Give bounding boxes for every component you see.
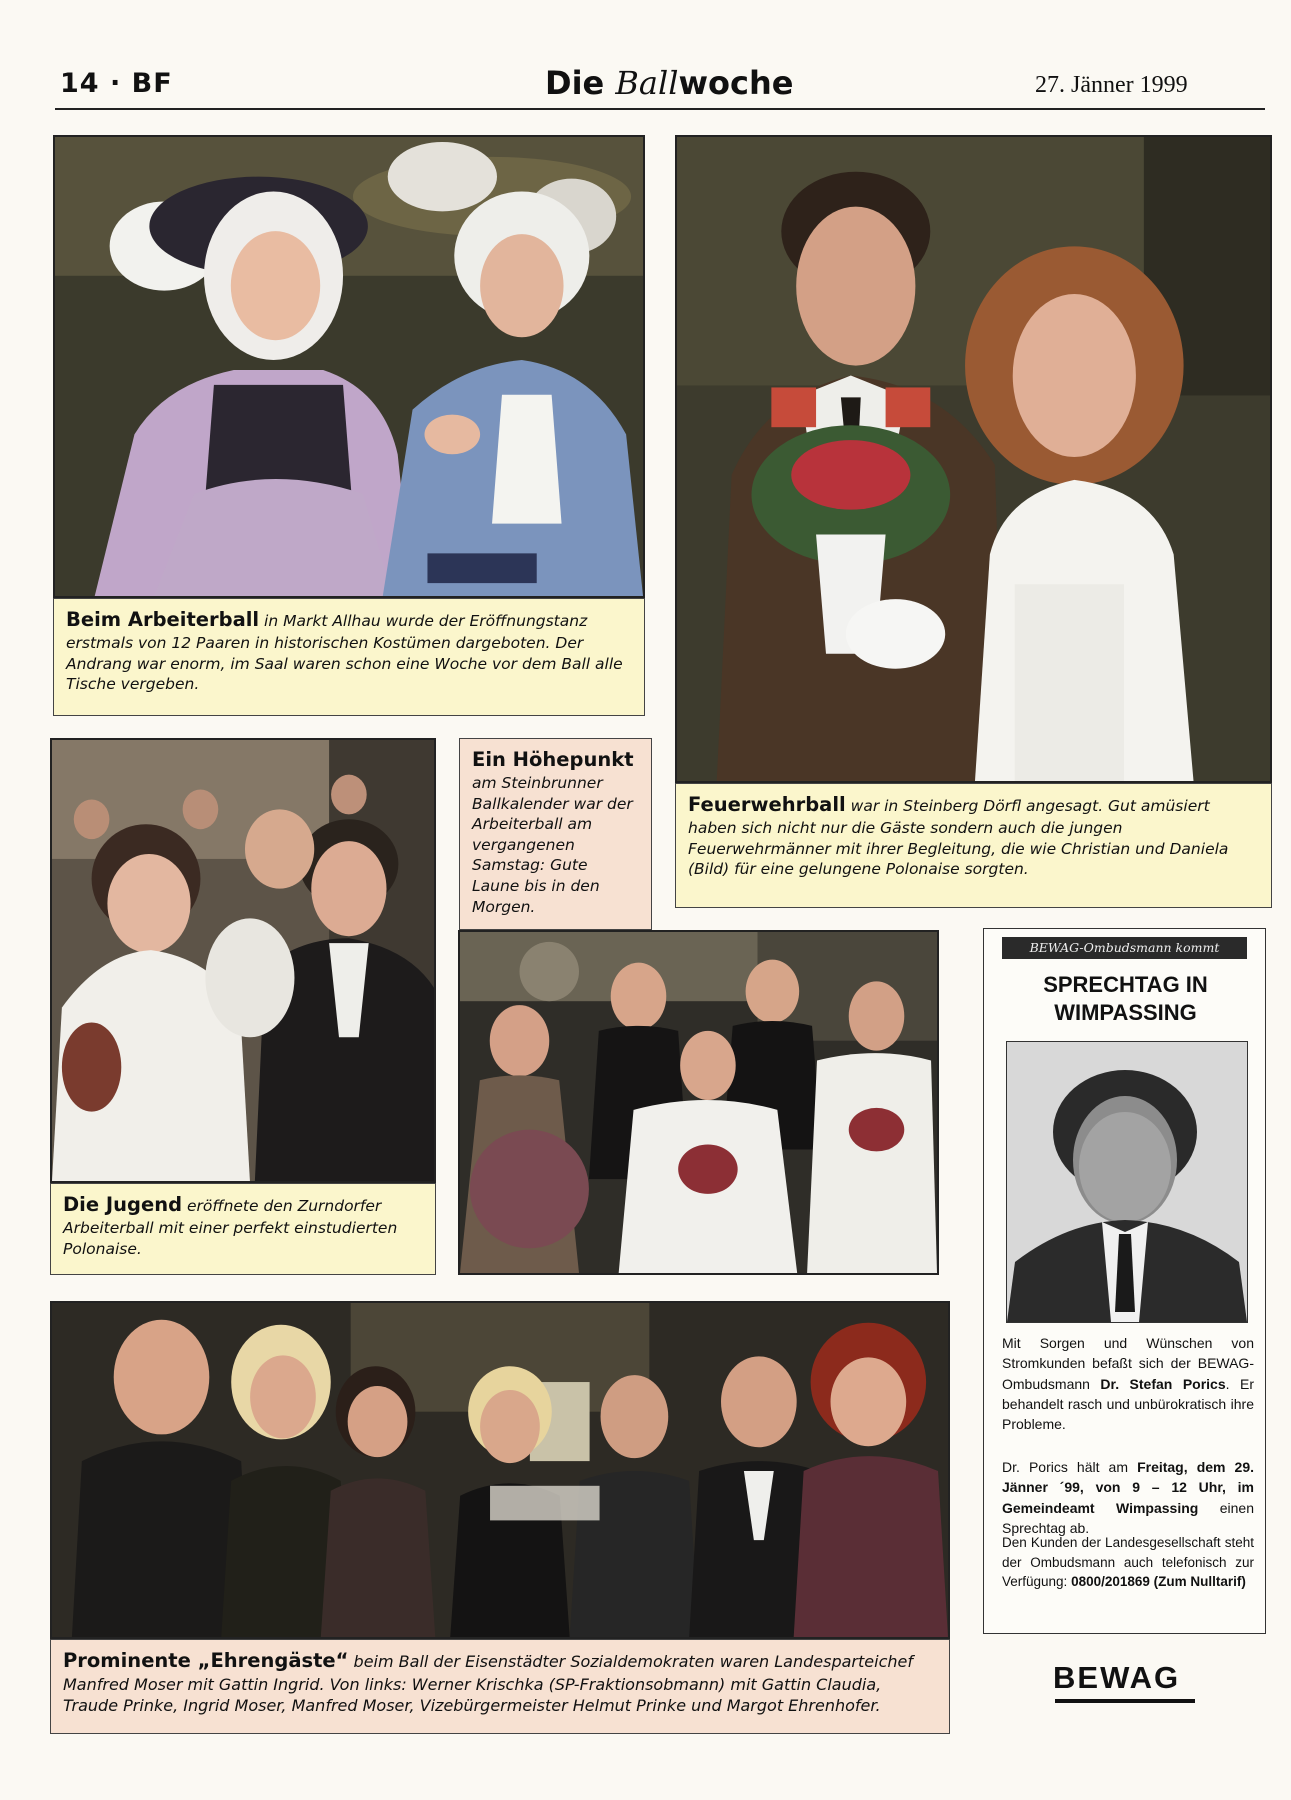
photo-arbeiterball — [53, 135, 645, 598]
caption-text: beim Ball der Eisenstädter Sozialdemokraten waren Landesparteichef Manfred Moser mit Gattin Ingrid. Von links: Werner Krischka (SP-Fraktionsobmann) mit Gattin Claudia, Traude Prinke, Ingrid Moser, Manfred Moser, Vizebürgermeister Helmut Prinke und Margot Ehrenhofer. — [63, 1652, 913, 1716]
bewag-p1-name: Dr. Stefan Porics — [1100, 1375, 1226, 1392]
caption-jugend — [50, 1183, 436, 1275]
bewag-title-line1: SPRECHTAG IN — [1043, 972, 1208, 997]
caption-lead: Die Jugend — [63, 1193, 183, 1216]
issue-date: 27. Jänner 1999 — [1035, 72, 1188, 98]
caption-lead: Prominente „Ehrengäste“ — [63, 1649, 349, 1672]
bewag-p1-text-end: . Er behandelt rasch und unbürokratisch ihre Probleme. — [1002, 1375, 1254, 1433]
photo-steinbrunn — [458, 930, 939, 1275]
header-rule — [55, 108, 1265, 110]
photo-jugend — [50, 738, 436, 1183]
bewag-paragraph-2 — [1002, 1457, 1254, 1538]
bewag-p3-text: Den Kunden der Landesgesellschaft steht der Ombudsmann auch telefonisch zur Verfügung: — [1002, 1535, 1254, 1590]
bewag-p2-text-end: einen Sprechtag ab. — [1002, 1499, 1254, 1536]
masthead-die: Die — [545, 64, 616, 102]
bewag-title — [984, 971, 1267, 1026]
bewag-p3-phone: 0800/201869 (Zum Nulltarif) — [1071, 1574, 1246, 1590]
caption-lead: Feuerwehrball — [688, 793, 846, 816]
bewag-banner: BEWAG-Ombudsmann kommt — [1002, 937, 1247, 959]
bewag-title-line2: WIMPASSING — [1054, 999, 1197, 1025]
masthead-ball: Ball — [615, 64, 679, 102]
caption-text: in Markt Allhau wurde der Eröffnungstanz erstmals von 12 Paaren in historischen Kostümen dargeboten. Der Andrang war enorm, im Saal waren schon eine Woche vor dem Ball alle Tische vergeben. — [66, 612, 623, 694]
bewag-logo-underline — [1055, 1699, 1195, 1703]
caption-arbeiterball — [53, 598, 645, 716]
caption-text: eröffnete den Zurndorfer Arbeiterball mit einer perfekt einstudierten Polonaise. — [63, 1197, 398, 1258]
caption-text: am Steinbrunner Ballkalender war der Arbeiterball am vergangenen Samstag: Gute Laune bis in den Morgen. — [472, 773, 633, 916]
bewag-paragraph-3 — [1002, 1533, 1254, 1592]
bewag-p2-date: Freitag, dem 29. Jänner ´99, von 9 – 12 Uhr, im Gemeindeamt Wimpassing — [1002, 1459, 1254, 1516]
ombudsmann-portrait — [1006, 1041, 1248, 1323]
bewag-p2-text: Dr. Porics hält am — [1002, 1459, 1138, 1475]
photo-prominente — [50, 1301, 950, 1639]
caption-text: war in Steinberg Dörfl angesagt. Gut amüsiert haben sich nicht nur die Gäste sondern auch die jungen Feuerwehrmänner mit ihrer Begleitung, die wie Christian und Daniela (Bild) für eine gelungene Polonaise sorgten. — [688, 797, 1229, 879]
masthead — [545, 64, 793, 102]
page-number: 14 · BF — [60, 68, 173, 99]
bewag-p1-text: Mit Sorgen und Wünschen von Stromkunden befaßt sich der BEWAG-Ombudsmann — [1002, 1335, 1254, 1392]
bewag-ad — [983, 928, 1266, 1634]
caption-feuerwehrball — [675, 783, 1272, 908]
caption-lead: Beim Arbeiterball — [66, 608, 260, 631]
caption-hoehepunkt — [459, 738, 652, 930]
bewag-paragraph-1 — [1002, 1333, 1254, 1434]
photo-feuerwehrball — [675, 135, 1272, 783]
caption-prominente — [50, 1639, 950, 1734]
masthead-woche: woche — [678, 64, 794, 102]
caption-lead: Ein Höhepunkt — [472, 748, 634, 771]
bewag-logo: BEWAG — [1053, 1660, 1181, 1695]
